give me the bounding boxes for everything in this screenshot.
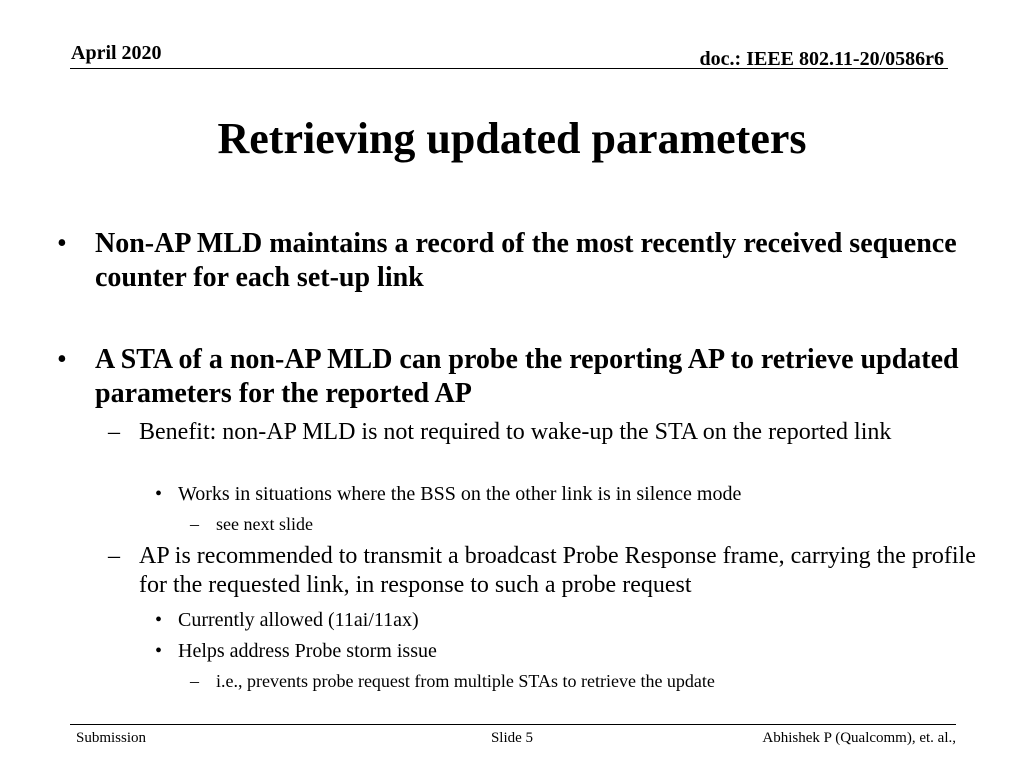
- bullet-level3-item: [155, 638, 978, 664]
- dash-marker: –: [108, 419, 120, 445]
- bullet-text: Currently allowed (11ai/11ax): [178, 609, 419, 631]
- bullet-level1-item: [57, 343, 975, 411]
- footer-slide-number: Slide 5: [490, 730, 534, 746]
- bullet-level4-item: [190, 513, 976, 536]
- bullet-marker: •: [155, 640, 163, 662]
- bullet-level3-item: [155, 607, 978, 633]
- bullet-text: Non-AP MLD maintains a record of the most recently received sequence counter for each set-up link: [95, 228, 957, 293]
- bullet-level2-item: [108, 542, 979, 600]
- dash-marker: –: [190, 514, 199, 534]
- bullet-text: see next slide: [216, 514, 313, 534]
- bullet-text: A STA of a non-AP MLD can probe the reporting AP to retrieve updated parameters for the reported AP: [95, 344, 959, 409]
- header-date: April 2020: [71, 42, 162, 64]
- dash-marker: –: [190, 671, 199, 691]
- footer-divider: [70, 724, 956, 725]
- bullet-text: Helps address Probe storm issue: [178, 640, 437, 662]
- bullet-marker: •: [155, 609, 163, 631]
- bullet-level4-item: [190, 670, 976, 693]
- slide-title: Retrieving updated parameters: [217, 114, 807, 163]
- header-doc-number: doc.: IEEE 802.11-20/0586r6: [699, 48, 944, 70]
- bullet-text: Works in situations where the BSS on the other link is in silence mode: [178, 483, 742, 505]
- bullet-text: AP is recommended to transmit a broadcast Probe Response frame, carrying the profile for the requested link, in response to such a probe request: [139, 543, 976, 598]
- dash-marker: –: [108, 543, 120, 569]
- bullet-text: i.e., prevents probe request from multiple STAs to retrieve the update: [216, 671, 715, 691]
- footer-author: Abhishek P (Qualcomm), et. al.,: [762, 730, 956, 746]
- bullet-level1-item: [57, 227, 975, 295]
- bullet-marker: •: [155, 483, 163, 505]
- bullet-marker: •: [57, 344, 67, 375]
- bullet-level2-item: [108, 418, 979, 447]
- footer-submission: Submission: [76, 730, 147, 746]
- bullet-level3-item: [155, 481, 978, 507]
- bullet-text: Benefit: non-AP MLD is not required to wake-up the STA on the reported link: [139, 419, 892, 445]
- bullet-marker: •: [57, 228, 67, 259]
